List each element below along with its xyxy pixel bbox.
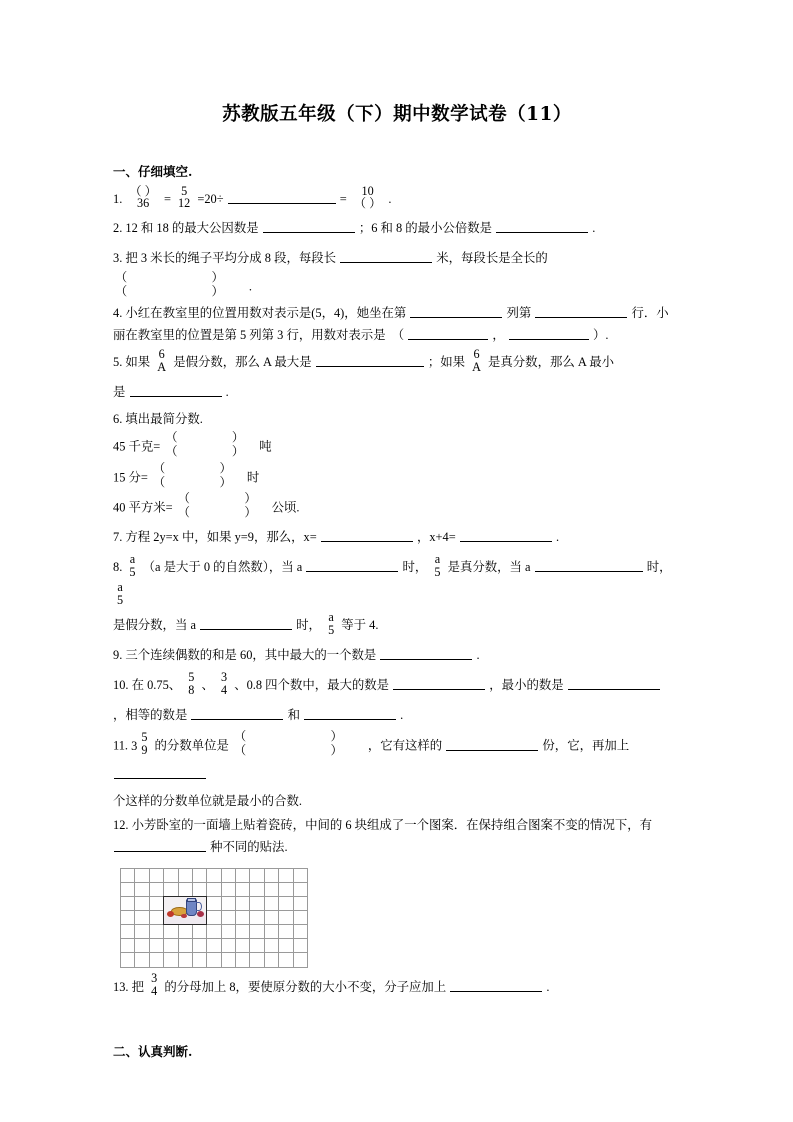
question-6-number: 6. bbox=[113, 412, 123, 427]
tile-cell bbox=[294, 897, 308, 911]
tile-cell bbox=[193, 869, 207, 883]
tile-cell bbox=[150, 911, 164, 925]
question-8-text-7: 等于 4. bbox=[341, 618, 379, 633]
question-10-continued bbox=[113, 700, 681, 730]
tile-cell bbox=[222, 897, 236, 911]
tile-cell bbox=[250, 911, 264, 925]
tile-cell bbox=[150, 939, 164, 953]
tile-cell bbox=[294, 911, 308, 925]
tile-cell bbox=[179, 939, 193, 953]
tile-cell bbox=[250, 939, 264, 953]
question-8-fraction-a-over-5-fourth bbox=[326, 611, 336, 636]
tile-cell bbox=[294, 883, 308, 897]
question-12-figure bbox=[120, 868, 308, 968]
tile-cell bbox=[135, 925, 149, 939]
question-6-row-1-unit: 吨 bbox=[259, 439, 272, 454]
fraction-denominator: 5 bbox=[328, 622, 335, 637]
question-7 bbox=[113, 522, 681, 552]
fraction-numerator: 5 bbox=[141, 730, 148, 745]
tile-cell bbox=[279, 897, 293, 911]
tile-cell bbox=[193, 939, 207, 953]
tile-cell bbox=[207, 883, 221, 897]
tile-cell bbox=[279, 883, 293, 897]
question-7-text-3: . bbox=[555, 530, 560, 545]
fraction-denominator: 4 bbox=[220, 682, 228, 697]
fraction-denominator: A bbox=[157, 359, 167, 374]
fraction-denominator: 36 bbox=[137, 196, 150, 211]
question-13-blank-1[interactable] bbox=[450, 979, 542, 992]
question-4-text-1: 小红在教室里的位置用数对表示是(5，4)，她坐在第 bbox=[125, 306, 407, 321]
question-10-blank-largest[interactable] bbox=[393, 677, 485, 690]
tile-cell bbox=[265, 939, 279, 953]
question-5-text-3: ；如果 bbox=[427, 355, 465, 370]
fraction-denominator: 9 bbox=[141, 742, 148, 757]
question-2-text-1: 12 和 18 的最大公因数是 bbox=[125, 220, 259, 235]
tile-cell bbox=[279, 953, 293, 967]
question-6 bbox=[113, 407, 681, 431]
question-10-blank-smallest[interactable] bbox=[568, 677, 660, 690]
tile-cell bbox=[135, 883, 149, 897]
still-life-fruit-right bbox=[197, 911, 204, 917]
question-9-text-2: . bbox=[476, 648, 480, 663]
tile-cell bbox=[265, 953, 279, 967]
tile-cell bbox=[164, 883, 178, 897]
question-4-blank-pair-x[interactable] bbox=[408, 327, 488, 340]
question-1 bbox=[113, 186, 681, 213]
tile-cell bbox=[222, 869, 236, 883]
fraction-denominator: 5 bbox=[117, 592, 124, 607]
tile-cell bbox=[250, 897, 264, 911]
tile-cell bbox=[294, 953, 308, 967]
tile-cell bbox=[121, 953, 135, 967]
tile-cell bbox=[236, 953, 250, 967]
tile-cell bbox=[279, 911, 293, 925]
fraction-denominator: 8 bbox=[188, 682, 195, 697]
tile-cell bbox=[236, 883, 250, 897]
question-10-text-7: . bbox=[400, 708, 404, 723]
tile-cell bbox=[193, 925, 207, 939]
still-life-fruit-center bbox=[181, 914, 187, 918]
tile-cell bbox=[150, 883, 164, 897]
question-2-blank-2[interactable] bbox=[496, 220, 588, 233]
tile-cell bbox=[294, 869, 308, 883]
question-1-fraction-10-over-unknown bbox=[352, 185, 383, 210]
still-life-jug-neck bbox=[187, 898, 196, 902]
fraction-denominator: （ ） bbox=[234, 743, 363, 758]
question-7-text-1: 方程 2y=x 中，如果 y=9，那么，x= bbox=[125, 530, 317, 545]
fraction-numerator: （ ） bbox=[152, 460, 242, 475]
tile-cell bbox=[279, 939, 293, 953]
question-11-number: 11. bbox=[113, 738, 129, 753]
question-4-blank-column[interactable] bbox=[410, 305, 502, 318]
question-3-blank-1[interactable] bbox=[340, 250, 432, 263]
question-10-fraction-3-over-4 bbox=[219, 671, 229, 696]
question-9-number: 9. bbox=[113, 648, 123, 663]
question-8-text-5: 是假分数，当 a bbox=[113, 618, 196, 633]
tile-cell bbox=[150, 925, 164, 939]
question-9 bbox=[113, 640, 681, 670]
tile-cell bbox=[222, 911, 236, 925]
question-8-fraction-a-over-5-second bbox=[432, 553, 442, 578]
tile-cell bbox=[265, 869, 279, 883]
fraction-numerator: 3 bbox=[220, 670, 228, 685]
fraction-denominator: 4 bbox=[151, 983, 158, 998]
fraction-numerator: a bbox=[434, 552, 441, 567]
question-6-row-2-paren-fraction bbox=[153, 461, 242, 489]
question-8-continued bbox=[113, 610, 681, 640]
tile-cell bbox=[279, 869, 293, 883]
question-2-text-3: . bbox=[592, 220, 596, 235]
question-4-blank-row[interactable] bbox=[535, 305, 627, 318]
tile-cell bbox=[207, 911, 221, 925]
question-10-number: 10. bbox=[113, 678, 129, 693]
question-3 bbox=[113, 243, 681, 301]
question-11-continued bbox=[113, 789, 681, 813]
fraction-denominator: （ ） bbox=[152, 474, 242, 489]
question-6-row-3-unit: 公顷. bbox=[271, 500, 300, 515]
question-12-number: 12. bbox=[113, 817, 129, 832]
question-11-blank-add[interactable] bbox=[114, 766, 206, 779]
fraction-numerator: a bbox=[129, 552, 136, 567]
question-1-fraction-unknown-over-36 bbox=[127, 185, 158, 210]
fraction-numerator: 3 bbox=[151, 971, 158, 986]
fraction-numerator: （ ） bbox=[234, 729, 363, 744]
question-1-number: 1. bbox=[113, 192, 123, 207]
question-11-paren-fraction bbox=[234, 729, 363, 757]
still-life-jug-handle bbox=[196, 902, 202, 911]
question-8 bbox=[113, 552, 681, 610]
question-11-text-1: 的分数单位是 bbox=[154, 738, 229, 753]
tile-cell bbox=[135, 911, 149, 925]
fraction-numerator: 6 bbox=[473, 347, 480, 362]
question-9-text-1: 三个连续偶数的和是 60，其中最大的一个数是 bbox=[125, 648, 377, 663]
tile-cell bbox=[207, 939, 221, 953]
fraction-numerator: （ ） bbox=[129, 184, 157, 198]
question-4-text-5: ）. bbox=[593, 328, 609, 343]
tile-cell bbox=[121, 925, 135, 939]
page-title: 苏教版五年级（下）期中数学试卷（11） bbox=[222, 104, 572, 125]
question-11-fraction-5-over-9 bbox=[139, 731, 149, 756]
tile-cell bbox=[222, 883, 236, 897]
fraction-numerator: a bbox=[328, 610, 334, 625]
question-1-period: . bbox=[388, 192, 392, 207]
tile-cell bbox=[193, 883, 207, 897]
fraction-numerator: 6 bbox=[158, 347, 165, 362]
question-4-number: 4. bbox=[113, 306, 123, 321]
question-6-row-1-paren-fraction bbox=[165, 430, 254, 458]
question-8-fraction-a-over-5-third bbox=[115, 581, 125, 606]
fraction-numerator: （ ） bbox=[165, 430, 255, 445]
tile-cell bbox=[179, 953, 193, 967]
question-11 bbox=[113, 730, 681, 788]
tile-cell bbox=[150, 897, 164, 911]
tile-cell bbox=[121, 911, 135, 925]
tile-cell bbox=[279, 925, 293, 939]
question-5-continued bbox=[113, 377, 681, 407]
tile-cell bbox=[164, 953, 178, 967]
question-3-text-3: . bbox=[248, 279, 252, 294]
question-5-blank-1[interactable] bbox=[316, 354, 424, 367]
fraction-denominator: （ ） bbox=[165, 444, 255, 459]
fraction-denominator: （ ） bbox=[353, 196, 382, 211]
tile-cell bbox=[250, 869, 264, 883]
question-5-fraction-6-over-A-first bbox=[155, 348, 168, 373]
tile-cell bbox=[193, 953, 207, 967]
question-13-text-1: 把 bbox=[131, 979, 144, 994]
question-10-text-6: 和 bbox=[287, 708, 300, 723]
question-2-text-2: ；6 和 8 的最小公倍数是 bbox=[358, 220, 493, 235]
tile-cell bbox=[179, 883, 193, 897]
question-10-blank-equal-2[interactable] bbox=[304, 707, 396, 720]
tile-cell bbox=[250, 883, 264, 897]
tile-cell bbox=[222, 925, 236, 939]
question-5-text-4: 是真分数，那么 A 最小 bbox=[488, 355, 614, 370]
question-6-row-3-left: 40 平方米= bbox=[113, 500, 173, 515]
question-6-row-1-left: 45 千克= bbox=[113, 439, 161, 454]
question-10-text-3: 、0.8 四个数中，最大的数是 bbox=[234, 678, 390, 693]
tile-cell bbox=[265, 911, 279, 925]
question-8-text-3: 是真分数，当 a bbox=[447, 560, 531, 575]
tile-wall-grid bbox=[120, 868, 308, 968]
tile-cell bbox=[250, 925, 264, 939]
question-12 bbox=[113, 813, 681, 859]
fraction-numerator: （ ） bbox=[177, 490, 267, 505]
question-11-mixed-number bbox=[131, 730, 154, 757]
question-8-number: 8. bbox=[113, 560, 123, 575]
tile-pattern-picture bbox=[163, 896, 206, 925]
question-1-fraction-5-over-12 bbox=[176, 185, 192, 210]
question-6-row-2-left: 15 分= bbox=[113, 469, 148, 484]
question-10-text-1: 在 0.75、 bbox=[131, 678, 182, 693]
question-13-text-3: . bbox=[546, 979, 550, 994]
tile-cell bbox=[135, 897, 149, 911]
question-3-text-1: 把 3 米长的绳子平均分成 8 段，每段长 bbox=[125, 250, 337, 265]
section-heading-true-false: 二、认真判断. bbox=[113, 1043, 193, 1059]
tile-cell bbox=[294, 939, 308, 953]
question-6-row-3 bbox=[113, 492, 681, 522]
tile-cell bbox=[236, 897, 250, 911]
question-13 bbox=[113, 972, 681, 1002]
tile-cell bbox=[121, 869, 135, 883]
question-7-blank-x[interactable] bbox=[321, 529, 413, 542]
fraction-denominator: A bbox=[472, 359, 481, 374]
question-5-text-2: 是假分数，那么 A 最大是 bbox=[173, 355, 312, 370]
question-1-blank-1[interactable] bbox=[228, 191, 336, 204]
fraction-numerator: 10 bbox=[361, 184, 374, 198]
question-6-row-3-paren-fraction bbox=[178, 491, 267, 519]
tile-cell bbox=[207, 869, 221, 883]
tile-cell bbox=[236, 869, 250, 883]
question-5-text-5: 是 bbox=[113, 385, 126, 400]
question-8-fraction-a-over-5-first bbox=[127, 553, 137, 578]
tile-cell bbox=[265, 925, 279, 939]
question-6-text-1: 填出最简分数. bbox=[125, 412, 203, 427]
question-13-number: 13. bbox=[113, 979, 129, 994]
tile-cell bbox=[250, 953, 264, 967]
question-7-text-2: ，x+4= bbox=[416, 530, 456, 545]
question-10 bbox=[113, 670, 681, 700]
fraction-denominator: （ ） bbox=[115, 283, 244, 298]
fraction-numerator: a bbox=[117, 580, 123, 595]
question-7-blank-x-plus-4[interactable] bbox=[460, 529, 552, 542]
fraction-denominator: （ ） bbox=[177, 504, 267, 519]
question-11-text-3: 份，它，再加上 bbox=[542, 738, 630, 753]
question-10-fraction-5-over-8 bbox=[186, 671, 196, 696]
fraction-denominator: 5 bbox=[129, 564, 136, 579]
tile-cell bbox=[121, 897, 135, 911]
tile-cell bbox=[207, 925, 221, 939]
question-4-text-3: 行．小丽在教室里的位置是第 5 列第 3 行，用数对表示是 （ bbox=[113, 306, 669, 343]
tile-cell bbox=[236, 911, 250, 925]
question-3-paren-fraction bbox=[115, 270, 244, 298]
question-8-blank-2[interactable] bbox=[535, 559, 643, 572]
question-10-text-2: 、 bbox=[201, 678, 214, 693]
still-life-fruit-left bbox=[167, 911, 174, 917]
question-6-row-2 bbox=[113, 462, 681, 492]
question-11-text-4: 个这样的分数单位就是最小的合数. bbox=[113, 793, 302, 808]
tile-cell bbox=[294, 925, 308, 939]
question-5-number: 5. bbox=[113, 355, 123, 370]
question-6-row-1 bbox=[113, 431, 681, 461]
tile-cell bbox=[236, 925, 250, 939]
question-1-equals-2: = bbox=[339, 192, 347, 207]
question-3-text-2: 米，每段长是全长的 bbox=[436, 250, 548, 265]
tile-cell bbox=[222, 939, 236, 953]
tile-cell bbox=[164, 869, 178, 883]
question-8-blank-3[interactable] bbox=[200, 617, 292, 630]
fraction-numerator: 5 bbox=[181, 184, 188, 198]
tile-cell bbox=[179, 869, 193, 883]
question-1-equals-1: = bbox=[163, 192, 171, 207]
question-4-text-4: ， bbox=[492, 328, 505, 343]
question-13-fraction-3-over-4 bbox=[149, 972, 159, 997]
question-8-text-4: 时， bbox=[646, 560, 672, 575]
tile-cell bbox=[164, 939, 178, 953]
fraction-denominator: 12 bbox=[178, 196, 191, 211]
tile-cell bbox=[150, 953, 164, 967]
tile-cell bbox=[135, 869, 149, 883]
question-4-blank-pair-y[interactable] bbox=[509, 327, 589, 340]
question-3-number: 3. bbox=[113, 250, 123, 265]
section-heading-fill-in-blanks: 一、仔细填空. bbox=[113, 164, 193, 179]
tile-cell bbox=[135, 939, 149, 953]
question-8-text-6: 时， bbox=[296, 618, 321, 633]
tile-cell bbox=[207, 897, 221, 911]
question-4 bbox=[113, 301, 681, 347]
question-11-blank-count[interactable] bbox=[446, 738, 538, 751]
question-4-text-2: 列第 bbox=[506, 306, 532, 321]
fraction-numerator: 5 bbox=[188, 670, 195, 685]
tile-cell bbox=[179, 925, 193, 939]
question-5-text-1: 如果 bbox=[125, 355, 151, 370]
question-13-text-2: 的分母加上 8，要使原分数的大小不变，分子应加上 bbox=[164, 979, 447, 994]
question-7-number: 7. bbox=[113, 530, 123, 545]
question-8-text-2: 时， bbox=[402, 560, 428, 575]
tile-cell bbox=[135, 953, 149, 967]
tile-cell bbox=[265, 883, 279, 897]
question-11-text-2: ，它有这样的 bbox=[367, 738, 443, 753]
question-5-blank-2[interactable] bbox=[130, 384, 222, 397]
mixed-whole-part: 3 bbox=[131, 738, 138, 753]
question-2-blank-1[interactable] bbox=[263, 220, 355, 233]
question-8-text-1: （a 是大于 0 的自然数），当 a bbox=[142, 560, 303, 575]
tile-cell bbox=[222, 953, 236, 967]
question-2-number: 2. bbox=[113, 220, 123, 235]
question-12-text-1: 小芳卧室的一面墙上贴着瓷砖，中间的 6 块组成了一个图案．在保持组合图案不变的情况下，有 bbox=[131, 817, 653, 832]
question-5-text-6: . bbox=[225, 385, 229, 400]
fraction-denominator: 5 bbox=[434, 564, 441, 579]
tile-cell bbox=[150, 869, 164, 883]
tile-cell bbox=[121, 939, 135, 953]
question-2 bbox=[113, 213, 681, 243]
tile-cell bbox=[265, 897, 279, 911]
question-9-blank-1[interactable] bbox=[380, 647, 472, 660]
tile-cell bbox=[164, 925, 178, 939]
question-5 bbox=[113, 347, 681, 377]
fraction-numerator: （ ） bbox=[115, 269, 244, 284]
question-12-blank-1[interactable] bbox=[114, 839, 206, 852]
question-8-blank-1[interactable] bbox=[306, 559, 398, 572]
question-5-fraction-6-over-A-second bbox=[470, 348, 483, 373]
question-6-row-2-unit: 时 bbox=[246, 469, 260, 484]
question-10-blank-equal-1[interactable] bbox=[191, 707, 283, 720]
question-10-text-4: ，最小的数是 bbox=[489, 678, 564, 693]
question-1-division-text: =20÷ bbox=[197, 192, 224, 207]
tile-cell bbox=[121, 883, 135, 897]
tile-cell bbox=[236, 939, 250, 953]
tile-cell bbox=[207, 953, 221, 967]
question-10-text-5: ，相等的数是 bbox=[113, 708, 188, 723]
question-12-text-2: 种不同的贴法. bbox=[210, 839, 288, 854]
